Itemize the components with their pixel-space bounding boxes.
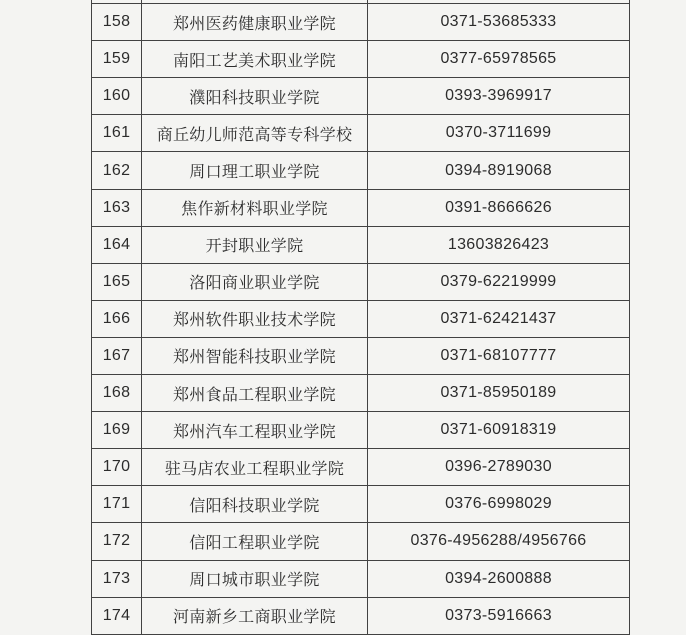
- cell-phone-number: 0371-68107777: [368, 337, 630, 374]
- table-row: [92, 4, 630, 41]
- cell-college-name: 郑州智能科技职业学院: [142, 337, 368, 374]
- table-row: [92, 78, 630, 115]
- cell-serial-number: 172: [92, 523, 142, 560]
- college-contact-table: [91, 0, 630, 635]
- cell-college-name: 郑州医药健康职业学院: [142, 4, 368, 41]
- table-row: [92, 337, 630, 374]
- table-row: [92, 486, 630, 523]
- table-row: [92, 597, 630, 634]
- table-row: [92, 152, 630, 189]
- cell-phone-number: 0371-62421437: [368, 300, 630, 337]
- cell-college-name: 郑州食品工程职业学院: [142, 375, 368, 412]
- cell-serial-number: 173: [92, 560, 142, 597]
- table-row: [92, 226, 630, 263]
- cell-serial-number: 171: [92, 486, 142, 523]
- cell-serial-number: 164: [92, 226, 142, 263]
- cell-serial-number: 165: [92, 263, 142, 300]
- table-row: [92, 189, 630, 226]
- cell-serial-number: 160: [92, 78, 142, 115]
- cell-college-name: 濮阳科技职业学院: [142, 78, 368, 115]
- cell-serial-number: 158: [92, 4, 142, 41]
- table-row: [92, 412, 630, 449]
- cell-serial-number: 166: [92, 300, 142, 337]
- cell-phone-number: 0377-65978565: [368, 41, 630, 78]
- cell-serial-number: 162: [92, 152, 142, 189]
- cell-serial-number: 169: [92, 412, 142, 449]
- table-row: [92, 300, 630, 337]
- cell-college-name: 郑州软件职业技术学院: [142, 300, 368, 337]
- cell-serial-number: 159: [92, 41, 142, 78]
- cell-phone-number: 0396-2789030: [368, 449, 630, 486]
- cell-college-name: 周口理工职业学院: [142, 152, 368, 189]
- cell-serial-number: 170: [92, 449, 142, 486]
- cell-serial-number: 167: [92, 337, 142, 374]
- cell-college-name: 信阳工程职业学院: [142, 523, 368, 560]
- cell-phone-number: 0376-6998029: [368, 486, 630, 523]
- cell-college-name: 洛阳商业职业学院: [142, 263, 368, 300]
- cell-phone-number: 0373-5916663: [368, 597, 630, 634]
- cell-serial-number: 161: [92, 115, 142, 152]
- table-row: [92, 375, 630, 412]
- cell-college-name: 周口城市职业学院: [142, 560, 368, 597]
- cell-phone-number: 0394-8919068: [368, 152, 630, 189]
- cell-phone-number: 0391-8666626: [368, 189, 630, 226]
- cell-phone-number: 0393-3969917: [368, 78, 630, 115]
- cell-college-name: 焦作新材料职业学院: [142, 189, 368, 226]
- table-row: [92, 41, 630, 78]
- cell-phone-number: 0394-2600888: [368, 560, 630, 597]
- cell-serial-number: 163: [92, 189, 142, 226]
- table-row: [92, 449, 630, 486]
- cell-phone-number: 0376-4956288/4956766: [368, 523, 630, 560]
- table-row: [92, 560, 630, 597]
- cell-college-name: 郑州汽车工程职业学院: [142, 412, 368, 449]
- table-body: [92, 0, 630, 634]
- cell-phone-number: 0371-60918319: [368, 412, 630, 449]
- table-row: [92, 263, 630, 300]
- cell-serial-number: 168: [92, 375, 142, 412]
- cell-serial-number: 174: [92, 597, 142, 634]
- table-row: [92, 115, 630, 152]
- cell-phone-number: 0371-53685333: [368, 4, 630, 41]
- cell-college-name: 驻马店农业工程职业学院: [142, 449, 368, 486]
- table-row: [92, 523, 630, 560]
- cell-phone-number: 13603826423: [368, 226, 630, 263]
- cell-college-name: 河南新乡工商职业学院: [142, 597, 368, 634]
- cell-phone-number: 0370-3711699: [368, 115, 630, 152]
- cell-college-name: 开封职业学院: [142, 226, 368, 263]
- cell-college-name: 信阳科技职业学院: [142, 486, 368, 523]
- cell-phone-number: 0371-85950189: [368, 375, 630, 412]
- cell-phone-number: 0379-62219999: [368, 263, 630, 300]
- cell-college-name: 商丘幼儿师范高等专科学校: [142, 115, 368, 152]
- cell-college-name: 南阳工艺美术职业学院: [142, 41, 368, 78]
